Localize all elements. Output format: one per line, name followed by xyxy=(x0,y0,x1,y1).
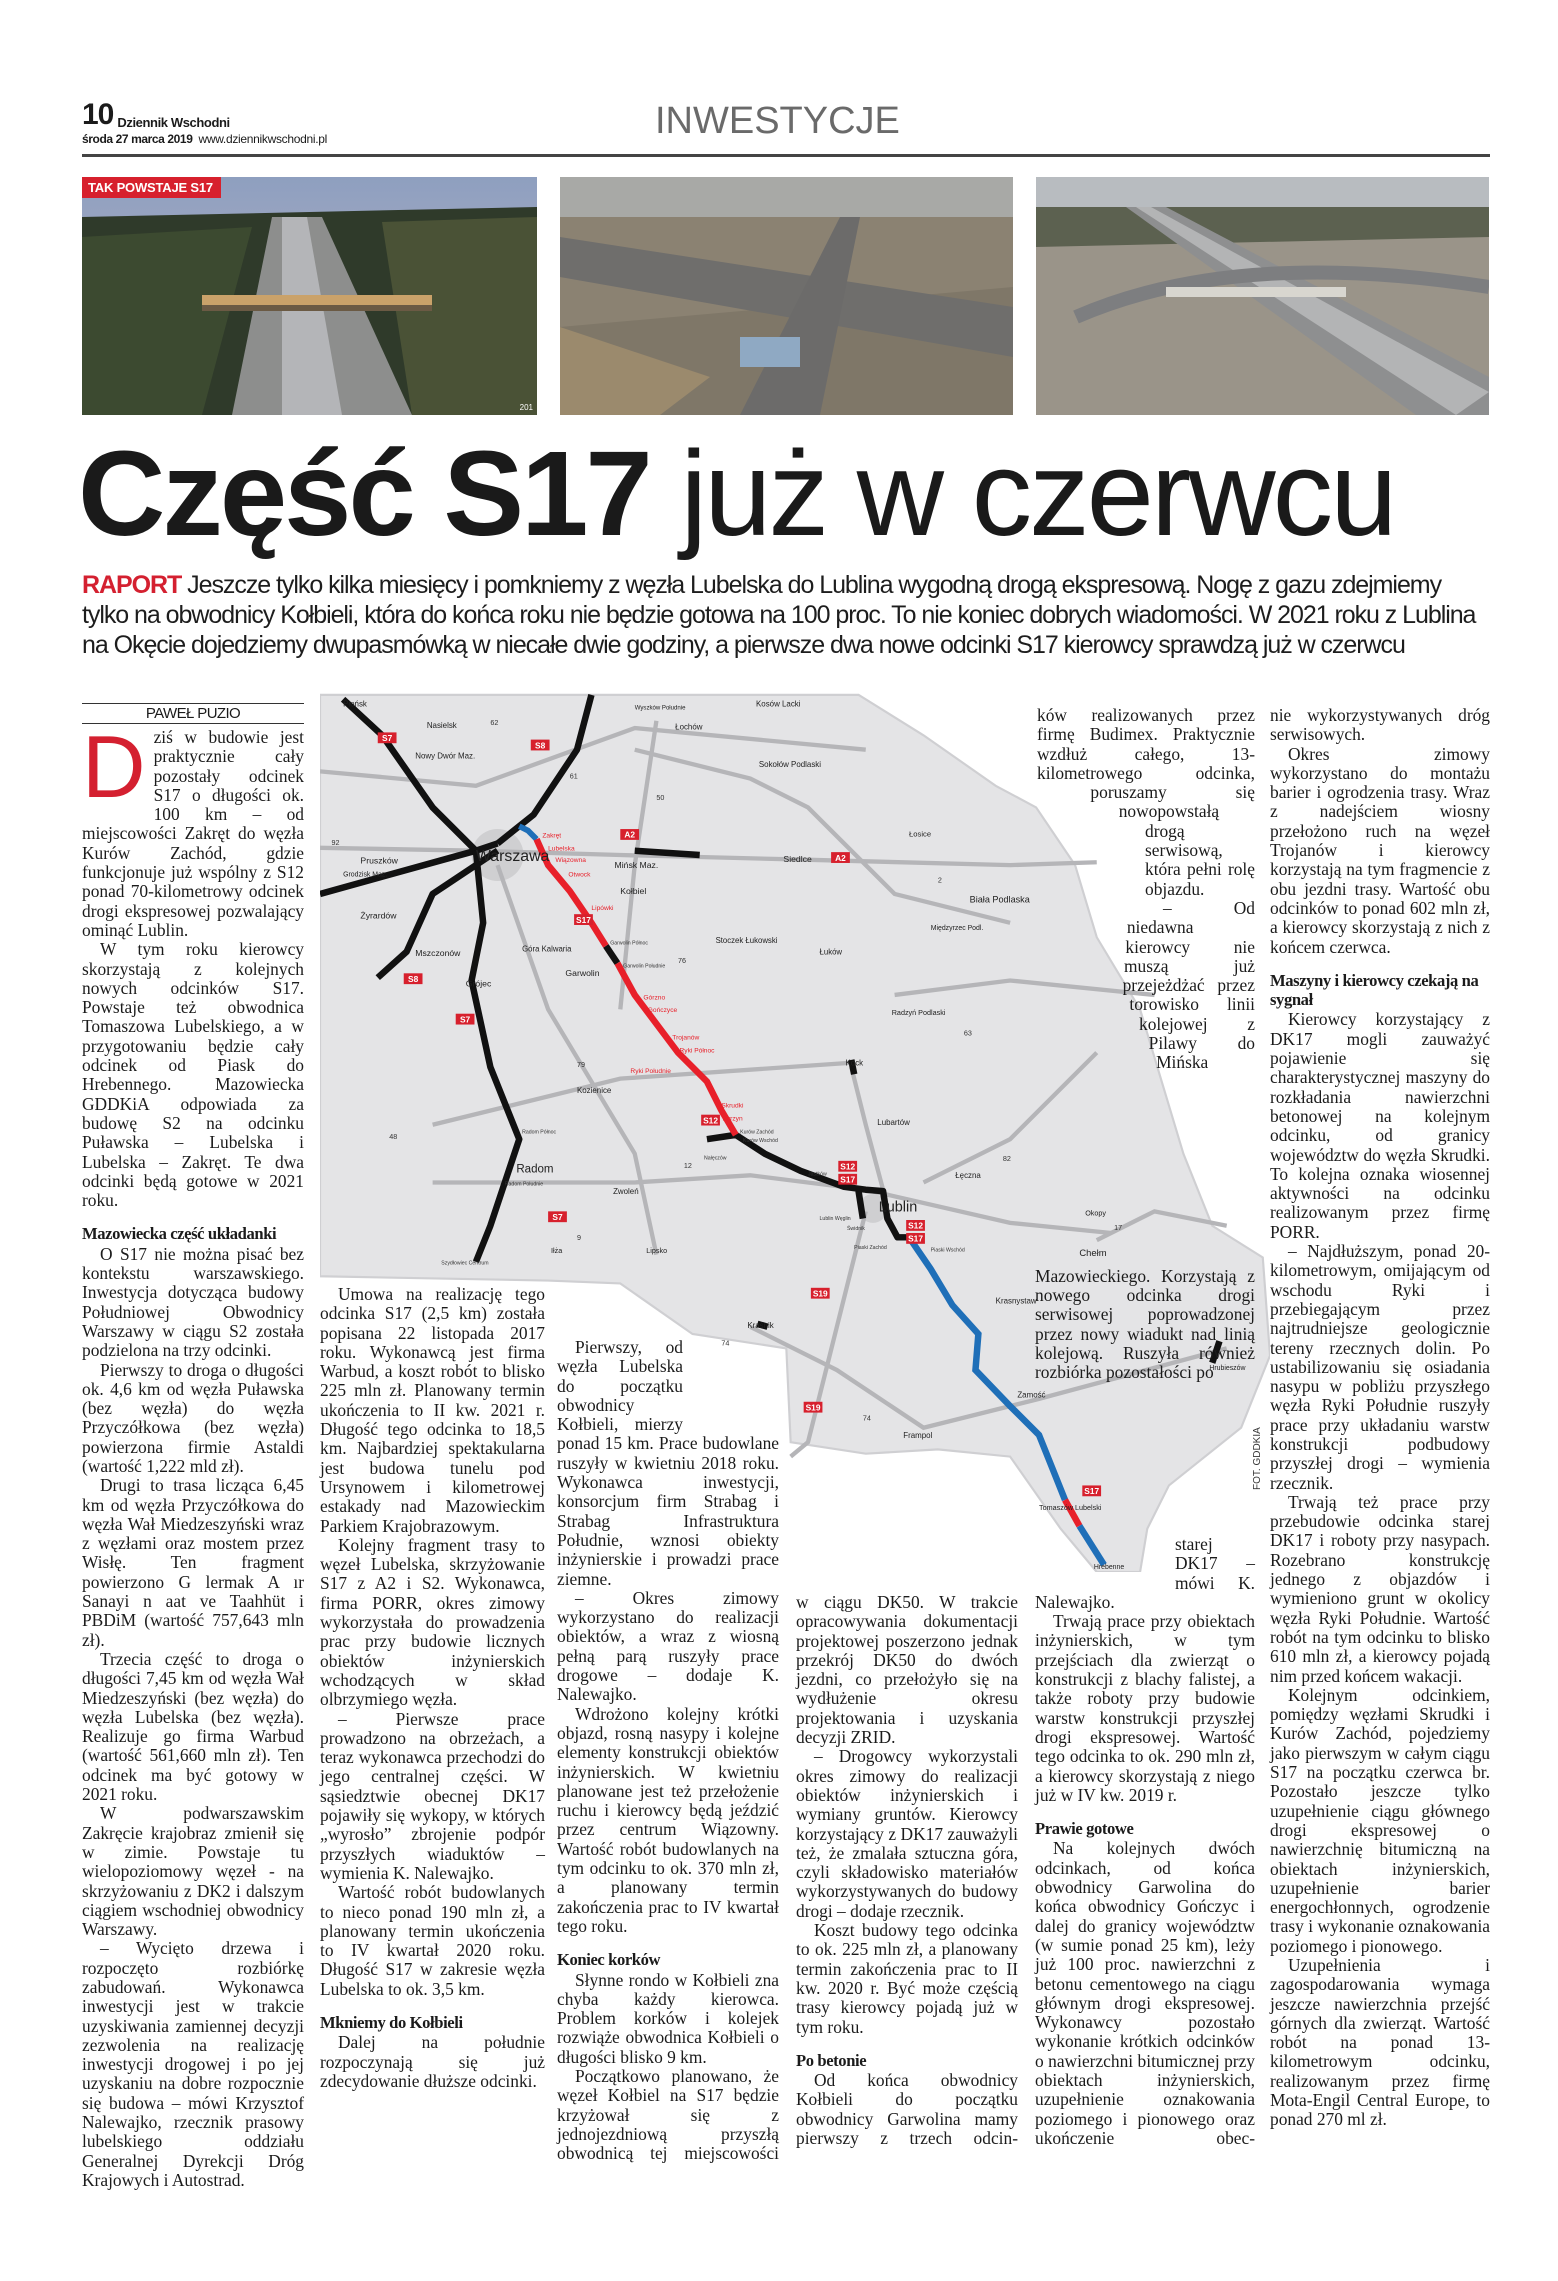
road-number: 48 xyxy=(389,1132,398,1142)
paragraph-text: Dalej na południe rozpoczynają się już zdecydowanie dłuższe odcinki. xyxy=(320,2032,545,2091)
road-number: 62 xyxy=(490,718,499,728)
column-5-bottom xyxy=(1035,1535,1255,2148)
map-label-s17-node: Żyrzyn xyxy=(722,1115,743,1123)
paragraph xyxy=(557,1705,779,1937)
map-label-city: Wyszków Południe xyxy=(634,705,686,712)
map-label-city: Grójec xyxy=(465,978,492,989)
lead-kicker: RAPORT xyxy=(82,571,182,599)
paragraph xyxy=(796,1593,1018,1747)
map-label-city: Lublin xyxy=(878,1199,918,1216)
road-shield-label: S7 xyxy=(552,1212,563,1222)
photo-interchange-aerial xyxy=(1036,177,1489,415)
paragraph xyxy=(557,2067,779,2163)
paragraph-text: Pierwszy, od węzła Lubelska do początku obwodnicy Kołbieli, mierzy ponad 15 km. Prace budowlane ruszyły w kwietniu 2018 roku. Wykonawca inwestycji, konsorcjum firm Strabag i Strabag Infrastruktura Południe, wznosi obiekty inżynierskie i prowadzi prace ziemne. xyxy=(557,1337,779,1589)
map-label-junction: Świdnik xyxy=(846,1226,865,1233)
paragraph xyxy=(82,1476,304,1650)
subheading xyxy=(1035,1819,1255,1838)
paragraph xyxy=(1270,706,1490,745)
paragraph-text: Kolejnym odcinkiem, pomiędzy węzłami Skrudki i Kurów Zachód, pojedziemy jako pierwszym w całym ciągu S17 na początku czerwca br. Pozostało jeszcze tylko uzupełnienie ciągu głównego drogi ekspresowej o nawierzchnię bitumiczną na obiektach inżynierskich, uzupełnienie barier energochłonnych, ogrodzenie trasy i wykonanie oznakowania poziomego i pionowego. xyxy=(1270,1684,1490,1956)
map-label-city: Radom xyxy=(516,1163,554,1176)
column-4 xyxy=(796,1593,1018,2148)
map-label-junction: Jastków xyxy=(807,1171,827,1178)
map-label-city: Pruszków xyxy=(360,855,398,866)
map-label-s17-node: Górzno xyxy=(643,994,666,1002)
paper-url[interactable]: www.dziennikwschodni.pl xyxy=(198,132,327,146)
road-number: 76 xyxy=(678,956,687,966)
paragraph-text: – Okres zimowy wykorzystano do realizacji obiektów, a wraz z wiosną pełną parą ruszyły prace drogowe – dodaje K. Nalewajko. xyxy=(557,1587,779,1705)
map-label-s17-node: Wiązowna xyxy=(555,857,586,865)
road-number: 50 xyxy=(656,793,665,803)
paragraph-text: Drugi to trasa licząca 6,45 km od węzła Przyczółkowa do węzła Wał Miedzeszyński wraz z węzłami oraz mostem przez Wisłę. Ten fragment powierzono G lermak A ır Sanayi n aat ve Taahhüt i PBDiM (wartość 757,643 mln zł). xyxy=(82,1475,304,1650)
map-label-city: Hrebenne xyxy=(1093,1564,1125,1572)
paragraph-text: Prawie gotowe xyxy=(1035,1819,1134,1839)
photo-credit: FOT. GDDKIA xyxy=(1252,1427,1263,1490)
headline-bold: Część S17 xyxy=(78,425,650,561)
header-rule xyxy=(82,154,1490,157)
map-label-city: Łuków xyxy=(819,947,843,957)
map-label-junction: Piaski Wschód xyxy=(930,1247,965,1254)
map-label-city: Żyrardów xyxy=(360,910,397,921)
map-label-city: Grodzisk Maz. xyxy=(343,871,388,879)
map-label-city: Hrubieszów xyxy=(1209,1365,1246,1373)
paragraph xyxy=(1035,1612,1255,1805)
paragraph xyxy=(557,1589,779,1705)
road-shield-label: S7 xyxy=(459,1014,471,1025)
issue-date: środa 27 marca 2019 xyxy=(82,132,193,146)
map-label-junction: Radom Południe xyxy=(504,1181,544,1188)
paragraph-text: – Drogowcy wykorzystali okres zimowy do realizacji obiektów inżynierskich i wymiany gruntów. Kierowcy korzystający z DK17 zauważyli też, że zmalała sztuczna góra, czyli składowisko materiałów wykorzystywanych do budowy drogi – dodaje rzecznik. xyxy=(796,1746,1018,1921)
map-label-s17-node: Ryki Północ xyxy=(679,1047,715,1055)
paragraph-text: – Wycięto drzewa i rozpoczęto rozbiórkę zabudowań. Wykonawca inwestycji jest w trakcie uzyskiwania zamiennej decyzji zezwolenia na realizację inwestycji drogowej i po jej uzyskaniu na dobre rozpocznie się budowa – mówi Krzysztof Nalewajko, rzecznik prasowy lubelskiego oddziału Generalnej Dyrekcji Dróg Krajowych i Autostrad. xyxy=(82,1938,304,2190)
section-title: INWESTYCJE xyxy=(655,100,900,142)
paragraph-text: Kierowcy korzystający z DK17 mogli zauważyć pojawienie się charakterystycznej maszyny do rozkładania nawierzchni betonowej na kolejnym odcinku, od granicy województw do węzła Skrudki. To kolejna oznaka wiosennej aktywności na odcinku realizowanym przez firmę PORR. xyxy=(1270,1009,1490,1242)
drop-cap: D xyxy=(82,717,146,816)
paragraph-text: ziś w budowie jest praktycznie cały pozostały odcinek S17 o długości ok. 100 km – od miejscowości Zakręt do węzła Kurów Zachód, gdzie funkcjonuje już wspólny z S12 ponad 70-kilometrowy odcinek drogi ekspresowej pozwalający ominąć Lublin. xyxy=(82,727,304,940)
map-label-junction: Piaski Zachód xyxy=(854,1244,887,1251)
map-label-city: Kock xyxy=(845,1058,864,1068)
column-5-top xyxy=(1035,706,1255,1382)
paragraph-text: Koniec korków xyxy=(557,1950,661,1970)
map-label-junction: Szydłowiec Centrum xyxy=(441,1260,489,1267)
road-shield-label: S17 xyxy=(576,914,591,925)
paragraph-text: w ciągu DK50. W trakcie opracowywania dokumentacji projektowej poszerzono jednak przekrój DK50 do dwóch jezdni, co przełożyło się na wydłużenie okresu projektowania i uzyskania decyzji ZRID. xyxy=(796,1592,1018,1748)
paragraph xyxy=(1270,1956,1490,2130)
road-number: 61 xyxy=(569,771,578,781)
subheading xyxy=(82,1224,304,1243)
paragraph xyxy=(320,1883,545,1999)
map-label-s17-node: Gończyce xyxy=(647,1007,678,1015)
map-label-s17-node: Lubelska xyxy=(548,845,575,853)
photo-junction-traffic xyxy=(560,177,1013,415)
map-label-city: Tomaszów Lubelski xyxy=(1038,1502,1102,1512)
map-label-s17-node: Trojanów xyxy=(672,1034,700,1042)
map-label-junction: Lublin Węglin xyxy=(819,1216,851,1222)
road-number: 92 xyxy=(331,837,340,847)
map-label-city: Kołbiel xyxy=(620,885,647,896)
paragraph-text: Słynne rondo w Kołbieli zna chyba każdy kierowca. Problem korków i kolejek rozwiąże obwodnica Kołbieli o długości blisko 9 km. xyxy=(557,1969,779,2067)
road-number: 17 xyxy=(1114,1223,1123,1233)
paragraph-text: O S17 nie można pisać bez kontekstu warszawskiego. Inwestycja dotycząca budowy Południowej Obwodnicy Warszawy w ciągu S2 została podzielona na trzy odcinki. xyxy=(82,1243,304,1361)
map-label-junction: Kurów Zachód xyxy=(740,1129,774,1136)
paragraph-text: Trwają prace przy obiektach inżynierskich, w tym przejściach dla zwierząt o konstrukcji z blachy falistej, a także roboty przy budowie warstw konstrukcji przyszłej drogi ekspresowej. Wartość tego odcinka to ok. 290 mln zł, a kierowcy skorzystają z niego już w IV kw. 2019 r. xyxy=(1035,1611,1255,1805)
map-label-s17-node: Lipówki xyxy=(591,904,614,912)
paragraph-text: ków realizowanych przez firmę Budimex. Praktycznie wzdłuż całego, 13-kilometrowego odcinka, poruszamy się nowopowstałą drogą serwisową, która pełni rolę objazdu. xyxy=(1037,705,1255,899)
paragraph xyxy=(1270,1493,1490,1686)
map-label-city: Międzyrzec Podl. xyxy=(930,925,984,933)
paragraph-text: – Pierwsze prace prowadzono na obrzeżach, a teraz wykonawca przechodzi do jego centralnej części. W sąsiedztwie obecnej DK17 pojawiły się wykopy, w których „wyrosło” zbrojenie podpór przyszłych wiaduktów – wymienia K. Nalewajko. xyxy=(320,1708,545,1883)
road-shield-label: A2 xyxy=(835,852,846,863)
paragraph-text: W tym roku kierowcy skorzystają z kolejnych nowych odcinków S17. Powstaje też obwodnica Tomaszowa Lubelskiego, a w przygotowaniu będzie cały odcinek od Piask do Hrebennego. Mazowiecka GDDKiA odpowiada za budowę S2 na odcinku Puławska – Lubelska i Lubelska – Zakręt. Te dwa odcinki będą gotowe w 2021 roku. xyxy=(82,939,304,1211)
column-3 xyxy=(557,1338,779,2163)
road-number: 82 xyxy=(1002,1153,1011,1163)
paragraph-text: Mkniemy do Kołbieli xyxy=(320,2012,463,2032)
paragraph-text: Trzecia część to droga o długości 7,45 km od węzła Wał Miedzeszyński (bez węzła) do węzła Lubelska (bez węzła). Realizuje go firma Warbud (wartość 561,660 mln zł). Ten odcinek ma być gotowy w 2021 roku. xyxy=(82,1648,304,1805)
subheading xyxy=(320,2013,545,2032)
road-number: 79 xyxy=(576,1060,586,1070)
column-2 xyxy=(320,1285,545,2091)
map-label-city: Zwoleń xyxy=(613,1187,639,1197)
masthead-info xyxy=(117,115,229,130)
paragraph-text: – Od niedawna kierowcy nie muszą już przejeżdżać przez torowisko linii kolejowej z Pilawy do Mińska Mazowieckiego. Korzystają z nowego odcinka drogi serwisowej poprowadzonej przez nowy wiadukt nad linią kolejową. Ruszyła również rozbiórka pozostałości po xyxy=(1035,897,1255,1383)
photo-viaduct-forest xyxy=(82,177,537,415)
paragraph xyxy=(320,1710,545,1884)
paragraph xyxy=(557,1971,779,2067)
paragraph-text: Koszt budowy tego odcinka to ok. 225 mln zł, a planowany termin zakończenia prac to II kw. 2020 r. Być może częścią trasy kierowcy pojadą już w tym roku. xyxy=(796,1920,1018,2037)
map-label-city: Mszczonów xyxy=(415,948,461,958)
photo-tag: TAK POWSTAJE S17 xyxy=(82,177,221,198)
map-label-city: Góra Kalwaria xyxy=(522,944,572,954)
road-shield-label: S17 xyxy=(908,1233,923,1244)
map-label-city: Zamość xyxy=(1017,1390,1046,1400)
paragraph-text: Na kolejnych dwóch odcinkach, od końca obwodnicy Garwolina do końca obwodnicy Gończyc i dalej do granicy województw (w sumie ponad 25 km), leży już 100 proc. nawierzchni z betonu cementowego na ciągu głównym drogi ekspresowej. Wykonawcy pozostało wykonanie krótkich odcinków o nawierzchni bitumicznej przy obiektach inżynierskich, uzupełnienie oznakowania poziomego i pionowego oraz ukończenie obec- xyxy=(1035,1838,1255,2148)
paragraph xyxy=(796,1921,1018,2037)
paragraph-text: nie wykorzystywanych dróg serwisowych. xyxy=(1270,705,1490,745)
road-existing xyxy=(859,1191,863,1218)
paragraph xyxy=(320,1285,545,1536)
map-label-city: Lipsko xyxy=(646,1246,668,1256)
paragraph-text: Wdrożono kolejny krótki objazd, rosną nasypy i kolejne elementy konstrukcji obiektów inżynierskich. W kwietniu planowane jest też przełożenie ruchu i kierowcy będą jeździć przez centrum Wiązowny. Wartość robót budowlanych na tym odcinku to ok. 370 mln zł, a planowany termin zakończenia prac to IV kwartał tego roku. xyxy=(557,1703,779,1936)
road-existing xyxy=(635,851,700,855)
road-number: 12 xyxy=(683,1161,692,1171)
road-shield-label: S8 xyxy=(535,740,546,751)
map-label-city: Krasnystaw xyxy=(995,1296,1037,1306)
subheading xyxy=(557,1950,779,1969)
paragraph xyxy=(320,1536,545,1710)
paragraph xyxy=(796,1747,1018,1921)
map-label-junction: Radom Północ xyxy=(522,1129,557,1136)
map-label-city: Mińsk Maz. xyxy=(614,860,659,870)
map-label-city: Iłża xyxy=(551,1246,563,1256)
map-label-junction: Kurów Wschód xyxy=(743,1138,778,1145)
road-shield-label: A2 xyxy=(624,829,636,840)
paragraph xyxy=(82,1939,304,2190)
paragraph-text: W podwarszawskim Zakręcie krajobraz zmienił się w zimie. Powstaje tu wielopoziomowy węzeł - na skrzyżowaniu z DK2 i dalszym ciągiem wschodniej obwodnicy Warszawy. xyxy=(82,1803,304,1940)
map-label-city: Siedlce xyxy=(783,854,812,865)
paragraph xyxy=(82,717,304,940)
map-label-city: Kraśnik xyxy=(747,1321,774,1331)
road-number: 74 xyxy=(862,1413,871,1423)
paragraph xyxy=(82,1245,304,1361)
byline: PAWEŁ PUZIO xyxy=(82,703,304,724)
map-label-city: Łęczna xyxy=(955,1171,981,1181)
headline-light: już w czerwcu xyxy=(680,425,1395,561)
paragraph-text: Wartość robót budowlanych to nieco ponad 190 mln zł, a planowany termin ukończenia to IV kwartał 2020 roku. Długość S17 w zakresie węzła Lubelska to ok. 3,5 km. xyxy=(320,1882,545,1999)
map-label-city: Biała Podlaska xyxy=(969,894,1030,905)
paragraph xyxy=(796,2071,1018,2148)
road-shield-label: S17 xyxy=(1084,1486,1100,1497)
column-1 xyxy=(82,703,304,2190)
map-label-city: Łosice xyxy=(909,829,932,839)
paragraph xyxy=(82,1650,304,1804)
map-label-city: Warszawa xyxy=(475,847,550,865)
road-number: 2 xyxy=(937,875,942,885)
page-number: 10 xyxy=(82,98,114,131)
paragraph xyxy=(82,940,304,1210)
subheading xyxy=(1270,971,1490,1010)
paragraph xyxy=(82,1361,304,1477)
road-shield-label: S17 xyxy=(840,1174,856,1185)
lead-text: Jeszcze tylko kilka miesięcy i pomkniemy z węzła Lubelska do Lublina wygodną drogą ekspresową. Nogę z gazu zdejmiemy tylko na obwodnicy Kołbieli, która do końca roku nie będzie gotowa na 100 proc. To nie koniec dobrych wiadomości. W 2021 roku z Lublina na Okęcie dojedziemy dwupasmówką w niecałe dwie godziny, a pierwsze dwa nowe odcinki S17 kierowcy sprawdzą już w czerwcu xyxy=(82,571,1476,659)
paragraph-text: Początkowo planowano, że węzeł Kołbiel na S17 będzie krzyżował się z jednojezdniową przyszłą obwodnicą tej miejscowości xyxy=(557,2065,779,2164)
paragraph xyxy=(1270,1010,1490,1242)
map-label-s17-node: Skrudki xyxy=(721,1102,744,1110)
paper-name: Dziennik Wschodni xyxy=(117,115,230,130)
map-label-city: Płońsk xyxy=(343,699,367,709)
paragraph-text: Pierwszy to droga o długości ok. 4,6 km od węzła Puławska (bez węzła) do węzła Przyczółkowa (bez węzła) powierzona firmie Astaldi (wartość 1,222 mld zł). xyxy=(82,1359,304,1476)
map-label-city: Frampol xyxy=(903,1430,933,1440)
map-label-city: Nowy Dwór Maz. xyxy=(415,751,476,761)
paragraph-text: Uzupełnienia i zagospodarowania wymaga jeszcze nawierzchnia przejść górnych dla zwierząt. Wartość robót na ponad 13-kilometrowym odcinku, realizowanym przez firmę Mota-Engil Central Europe, to ponad 270 ml zł. xyxy=(1270,1955,1490,2130)
road-shield-label: S8 xyxy=(408,973,419,984)
paragraph-text: Po betonie xyxy=(796,2050,867,2070)
paragraph-text: – Najdłuższym, ponad 20-kilometrowym, omijającym od wschodu Ryki i przebiegającym przez najtrudniejsze geologicznie tereny rzecznych dolin. Po ustabilizowaniu się osiadania nasypu w pobliżu przyszłego węzła Ryki Południe ruszyły prace przy układaniu warstw konstrukcji podbudowy przyszłej drogi – wymienia rzecznik. xyxy=(1270,1241,1490,1493)
map-label-s17-node: Zakręt xyxy=(542,832,562,840)
lead-paragraph xyxy=(82,570,1492,660)
map-label-s17-node: Otwock xyxy=(568,871,591,879)
paragraph xyxy=(1270,1242,1490,1493)
paragraph xyxy=(320,2033,545,2091)
map-label-city: Radzyń Podlaski xyxy=(891,1008,946,1018)
paragraph xyxy=(1270,745,1490,957)
paragraph xyxy=(1270,1686,1490,1956)
map-label-city: Okopy xyxy=(1085,1208,1107,1218)
road-shield-label: S7 xyxy=(382,733,393,744)
map-label-city: Kosów Lacki xyxy=(756,699,801,709)
map-label-city: Lubartów xyxy=(877,1117,910,1127)
subheading xyxy=(796,2051,1018,2070)
map-label-city: Łochów xyxy=(675,722,703,732)
map-label-city: Sokołów Podlaski xyxy=(758,760,822,770)
headline xyxy=(78,425,1394,561)
paragraph-text: Mazowiecka część układanki xyxy=(82,1224,277,1244)
paragraph-text: Od końca obwodnicy Kołbieli do początku obwodnicy Garwolina mamy pierwszy z trzech odcin- xyxy=(796,2070,1018,2149)
map-label-city: Chełm xyxy=(1079,1248,1107,1259)
map-label-city: Stoczek Łukowski xyxy=(715,936,778,946)
map-label-s17-node: Ryki Południe xyxy=(630,1067,671,1075)
masthead-line2 xyxy=(82,132,327,146)
masthead xyxy=(82,100,230,130)
road-number: 9 xyxy=(576,1233,582,1243)
paragraph-text: starej DK17 – mówi K. Nalewajko. xyxy=(1035,1534,1255,1612)
road-shield-label: S19 xyxy=(812,1288,828,1299)
paragraph xyxy=(1035,1839,1255,2148)
road-shield-label: S12 xyxy=(840,1161,856,1172)
paragraph xyxy=(82,1804,304,1939)
paragraph-text: Maszyny i kierowcy czekają na sygnał xyxy=(1270,970,1479,1010)
road-number: 63 xyxy=(963,1028,972,1038)
column-6 xyxy=(1270,706,1490,2130)
paragraph-text: Okres zimowy wykorzystano do montażu barier i ogrodzenia trasy. Wraz z nadejściem wiosny przełożono ruch na węzeł Trojanów i kierowcy korzystają na tym fragmencie z obu jezdni trasy. Wartość obu odcinków to ponad 602 mln zł, a kierowcy skorzystają z nich z końcem czerwca. xyxy=(1270,743,1490,957)
road-shield-label: S12 xyxy=(908,1220,923,1231)
map-label-junction: Nałęczów xyxy=(704,1155,727,1162)
map-label-junction: Garwolin Południe xyxy=(623,963,666,970)
photo-number: 201 xyxy=(519,403,533,412)
road-number: 74 xyxy=(721,1338,730,1348)
map-label-city: Garwolin xyxy=(565,968,600,979)
road-shield-label: S19 xyxy=(805,1402,821,1413)
map-label-junction: Garwolin Północ xyxy=(610,940,648,947)
paragraph-text: Umowa na realizację tego odcinka S17 (2,5 km) została popisana 22 listopada 2017 roku. Wykonawcą jest firma Warbud, a koszt robót to blisko 225 mln zł. Planowany termin ukończenia to II kw. 2021 r. Długość tego odcinka to 18,5 km. Najbardziej spektakularna jest budowa tunelu pod Ursynowem i kilometrowej estakady nad Mazowieckim Parkiem Krajobrazowym. xyxy=(320,1284,545,1536)
paragraph-text: Trwają też prace przy przebudowie odcinka starej DK17 i roboty przy nasypach. Rozebrano konstrukcję jednego z objazdów i wymieniono grunt w okolicy węzła Ryki Południe. Wartość robót na tym odcinku to blisko 610 mln zł, a kierowcy pojadą nim przed końcem wakacji. xyxy=(1270,1491,1490,1686)
map-label-city: Kozienice xyxy=(576,1086,612,1096)
road-shield-label: S12 xyxy=(703,1115,718,1126)
paragraph-text: Kolejny fragment trasy to węzeł Lubelska, skrzyżowanie S17 z A2 i S2. Wykonawca, firma PORR, okres zimowy wykorzystała do prowadzenia prac przy budowie licznych obiektów inżynierskich wchodzących w skład olbrzymiego węzła. xyxy=(320,1534,545,1710)
map-label-city: Nasielsk xyxy=(426,721,457,731)
